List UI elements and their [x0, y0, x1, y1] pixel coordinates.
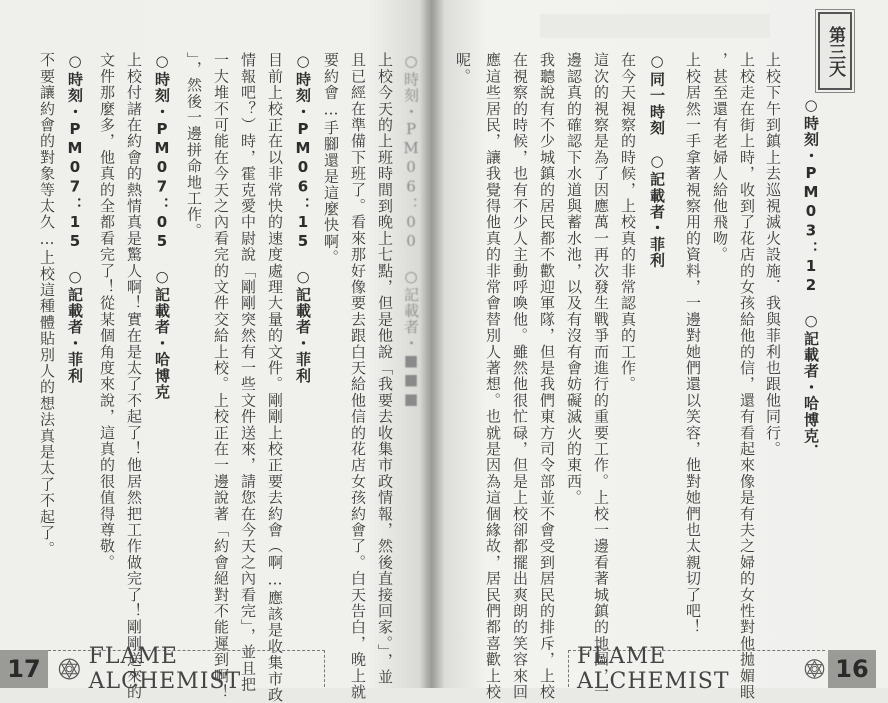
text-column: 要約會…手腳還是這麼快啊。 [322, 52, 340, 266]
log-header: ○時刻・PM07：05 ○記載者・哈博克 [153, 52, 171, 400]
bleed-through-header [540, 14, 770, 38]
text-column: 這次的視察是為了因應萬一再次發生戰爭而進行的重要工作。上校一邊看著城鎮的地圖，一 [592, 52, 610, 700]
right-footer [568, 644, 888, 694]
running-title [48, 644, 325, 694]
text-column: 且已經在準備下班了。看來那好像要去跟白天給他信的花店女孩約會了。白天告白，晚上就 [349, 52, 367, 700]
running-title [568, 644, 825, 694]
transmutation-circle-icon [58, 657, 81, 681]
text-column: 情報吧？）時，霍克愛中尉說「剛剛突然有一些文件送來，請您在今天之內看完」，並且把 [239, 52, 257, 693]
chapter-label: 第三天 [818, 12, 852, 90]
text-column: 文件那麼多，他真的全都看完了！從某個角度來說，這真的很值得尊敬。 [98, 52, 116, 571]
log-header: ○同一時刻 ○記載者・菲利 [648, 52, 666, 269]
text-column: 上校付諸在約會的熱情真是驚人啊！實在是太了不起了！他居然把工作做完了！剛剛送來的 [125, 52, 143, 700]
text-column: 一大堆不可能在今天之內看完的文件交給上校。上校正在一邊說著「約會絕對不能遲到啊！ [212, 52, 230, 700]
page-number: 16 [828, 650, 876, 688]
running-title-text: FLAME ALCHEMIST [577, 644, 730, 694]
running-title-text: FLAME ALCHEMIST [88, 644, 242, 694]
log-header: ○時刻・PM03：12 ○記載者・哈博克． [802, 96, 820, 461]
text-column: 應這些居民，讓我覺得他真的非常會替別人著想。也就是因為這個緣故，居民們都喜歡上校 [484, 52, 502, 700]
transmutation-circle-icon [804, 657, 825, 681]
text-column: 目前上校正在以非常快的速度處理大量的文件。剛剛上校正要去約會（啊…應該是收集市政 [266, 52, 284, 703]
text-column: 呢。 [454, 52, 472, 85]
text-column: 不要讓約會的對象等太久…上校這種體貼別人的想法真是太了不起了。 [38, 52, 56, 558]
left-footer [0, 644, 320, 694]
log-header: ○時刻・PM06：00 ○記載者・■■■ [402, 52, 420, 409]
book-gutter [420, 0, 444, 688]
text-column: 邊認真的確認下水道與蓄水池，以及有沒有會妨礙滅火的東西。 [565, 52, 583, 506]
text-column: 」，然後一邊拼命地工作。 [185, 52, 203, 239]
text-column: 上校居然一手拿著視察用的資料，一邊對她們還以笑容，他對她們也太親切了吧！ [684, 52, 702, 636]
text-column: 上校走在街上時，收到了花店的女孩給他的信，還有看起來像是有夫之婦的女性對他拋媚眼 [738, 52, 756, 700]
log-header: ○時刻・PM07：15 ○記載者・菲利 [66, 52, 84, 384]
text-column: 在今天視察的時候，上校真的非常認真的工作。 [619, 52, 637, 393]
text-column: ，甚至還有老婦人給他飛吻。 [711, 52, 729, 263]
page-number: 17 [0, 650, 48, 688]
text-column: 我聽說有不少城鎮的居民都不歡迎軍隊，但是我們東方司令部並不會受到居民的排斥，上校 [538, 52, 556, 700]
log-header: ○時刻・PM06：15 ○記載者・菲利 [294, 52, 312, 384]
text-column: 在視察的時候，也有不少人主動呼喚他。雖然他很忙碌，但是上校卻都擺出爽朗的笑容來回 [511, 52, 529, 700]
text-column: 上校下午到鎮上去巡視滅火設施．我與菲利也跟他同行。 [764, 52, 782, 457]
text-column: 上校今天的上班時間到晚上七點，但是他說「我要去收集市政情報，然後直接回家。」，並 [376, 52, 394, 685]
